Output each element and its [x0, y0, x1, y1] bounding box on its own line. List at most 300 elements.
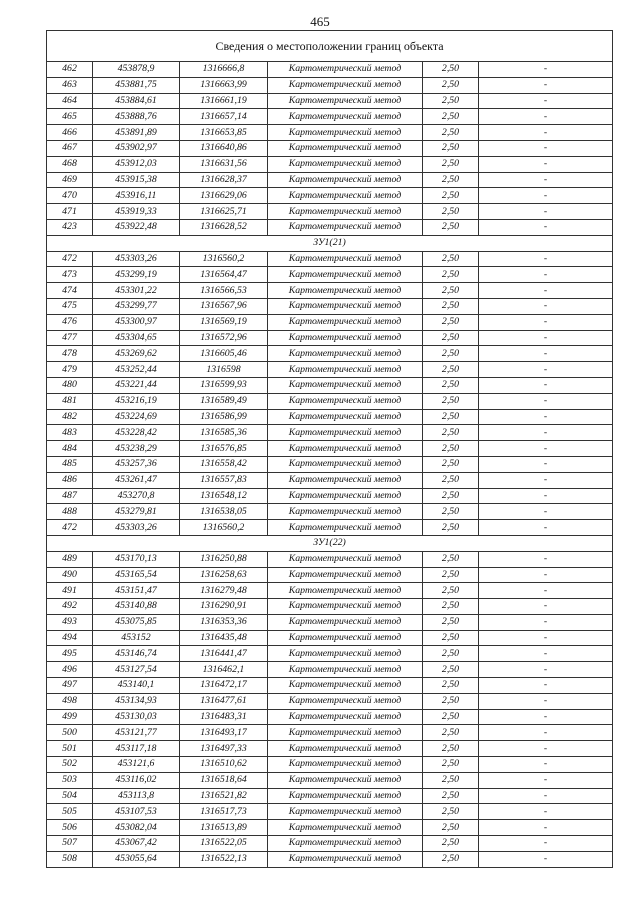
precision-cell: 2,50: [423, 125, 479, 141]
x-coordinate-cell: 453228,42: [93, 425, 180, 441]
point-number-cell: 465: [47, 109, 93, 125]
description-cell: -: [479, 757, 613, 773]
x-coordinate-cell: 453146,74: [93, 646, 180, 662]
precision-cell: 2,50: [423, 93, 479, 109]
method-cell: Картометрический метод: [268, 109, 423, 125]
method-cell: Картометрический метод: [268, 362, 423, 378]
precision-cell: 2,50: [423, 77, 479, 93]
y-coordinate-cell: 1316625,71: [180, 204, 268, 220]
method-cell: Картометрический метод: [268, 140, 423, 156]
method-cell: Картометрический метод: [268, 630, 423, 646]
y-coordinate-cell: 1316653,85: [180, 125, 268, 141]
table-row: [47, 393, 613, 409]
x-coordinate-cell: 453221,44: [93, 377, 180, 393]
description-cell: -: [479, 551, 613, 567]
description-cell: -: [479, 741, 613, 757]
point-number-cell: 476: [47, 314, 93, 330]
x-coordinate-cell: 453888,76: [93, 109, 180, 125]
x-coordinate-cell: 453165,54: [93, 567, 180, 583]
x-coordinate-cell: 453140,1: [93, 678, 180, 694]
y-coordinate-cell: 1316472,17: [180, 678, 268, 694]
y-coordinate-cell: 1316290,91: [180, 599, 268, 615]
y-coordinate-cell: 1316598: [180, 362, 268, 378]
x-coordinate-cell: 453916,11: [93, 188, 180, 204]
precision-cell: 2,50: [423, 188, 479, 204]
method-cell: Картометрический метод: [268, 172, 423, 188]
precision-cell: 2,50: [423, 283, 479, 299]
point-number-cell: 483: [47, 425, 93, 441]
y-coordinate-cell: 1316250,88: [180, 551, 268, 567]
y-coordinate-cell: 1316493,17: [180, 725, 268, 741]
method-cell: Картометрический метод: [268, 804, 423, 820]
method-cell: Картометрический метод: [268, 409, 423, 425]
x-coordinate-cell: 453140,88: [93, 599, 180, 615]
table-row: [47, 77, 613, 93]
precision-cell: 2,50: [423, 330, 479, 346]
precision-cell: 2,50: [423, 456, 479, 472]
precision-cell: 2,50: [423, 298, 479, 314]
table-row: [47, 709, 613, 725]
table-row: [47, 520, 613, 536]
point-number-cell: 485: [47, 456, 93, 472]
description-cell: -: [479, 204, 613, 220]
table-row: [47, 156, 613, 172]
method-cell: Картометрический метод: [268, 472, 423, 488]
table-row: [47, 362, 613, 378]
method-cell: Картометрический метод: [268, 441, 423, 457]
point-number-cell: 499: [47, 709, 93, 725]
x-coordinate-cell: 453224,69: [93, 409, 180, 425]
y-coordinate-cell: 1316589,49: [180, 393, 268, 409]
section-row: [47, 535, 613, 551]
table-row: [47, 456, 613, 472]
y-coordinate-cell: 1316441,47: [180, 646, 268, 662]
point-number-cell: 479: [47, 362, 93, 378]
table-row: [47, 267, 613, 283]
description-cell: -: [479, 77, 613, 93]
precision-cell: 2,50: [423, 472, 479, 488]
x-coordinate-cell: 453107,53: [93, 804, 180, 820]
method-cell: Картометрический метод: [268, 330, 423, 346]
precision-cell: 2,50: [423, 725, 479, 741]
y-coordinate-cell: 1316560,2: [180, 251, 268, 267]
y-coordinate-cell: 1316435,48: [180, 630, 268, 646]
point-number-cell: 503: [47, 772, 93, 788]
precision-cell: 2,50: [423, 393, 479, 409]
point-number-cell: 481: [47, 393, 93, 409]
description-cell: -: [479, 125, 613, 141]
point-number-cell: 480: [47, 377, 93, 393]
table-row: [47, 504, 613, 520]
precision-cell: 2,50: [423, 409, 479, 425]
description-cell: -: [479, 346, 613, 362]
table-row: [47, 788, 613, 804]
table-row: [47, 409, 613, 425]
description-cell: -: [479, 393, 613, 409]
point-number-cell: 492: [47, 599, 93, 615]
precision-cell: 2,50: [423, 599, 479, 615]
method-cell: Картометрический метод: [268, 820, 423, 836]
x-coordinate-cell: 453915,38: [93, 172, 180, 188]
precision-cell: 2,50: [423, 614, 479, 630]
precision-cell: 2,50: [423, 441, 479, 457]
description-cell: -: [479, 836, 613, 852]
x-coordinate-cell: 453152: [93, 630, 180, 646]
table-row: [47, 425, 613, 441]
x-coordinate-cell: 453269,62: [93, 346, 180, 362]
x-coordinate-cell: 453912,03: [93, 156, 180, 172]
precision-cell: 2,50: [423, 836, 479, 852]
method-cell: Картометрический метод: [268, 646, 423, 662]
precision-cell: 2,50: [423, 425, 479, 441]
point-number-cell: 486: [47, 472, 93, 488]
point-number-cell: 498: [47, 693, 93, 709]
description-cell: -: [479, 725, 613, 741]
description-cell: -: [479, 804, 613, 820]
method-cell: Картометрический метод: [268, 583, 423, 599]
point-number-cell: 500: [47, 725, 93, 741]
method-cell: Картометрический метод: [268, 788, 423, 804]
point-number-cell: 504: [47, 788, 93, 804]
y-coordinate-cell: 1316605,46: [180, 346, 268, 362]
x-coordinate-cell: 453919,33: [93, 204, 180, 220]
precision-cell: 2,50: [423, 804, 479, 820]
y-coordinate-cell: 1316521,82: [180, 788, 268, 804]
method-cell: Картометрический метод: [268, 662, 423, 678]
description-cell: -: [479, 709, 613, 725]
table-row: [47, 109, 613, 125]
table-row: [47, 630, 613, 646]
description-cell: -: [479, 456, 613, 472]
table-row: [47, 377, 613, 393]
method-cell: Картометрический метод: [268, 377, 423, 393]
x-coordinate-cell: 453082,04: [93, 820, 180, 836]
point-number-cell: 502: [47, 757, 93, 773]
point-number-cell: 478: [47, 346, 93, 362]
table-row: [47, 678, 613, 694]
description-cell: -: [479, 583, 613, 599]
description-cell: -: [479, 630, 613, 646]
precision-cell: 2,50: [423, 314, 479, 330]
precision-cell: 2,50: [423, 851, 479, 867]
y-coordinate-cell: 1316560,2: [180, 520, 268, 536]
y-coordinate-cell: 1316548,12: [180, 488, 268, 504]
point-number-cell: 496: [47, 662, 93, 678]
x-coordinate-cell: 453891,89: [93, 125, 180, 141]
table-row: [47, 693, 613, 709]
method-cell: Картометрический метод: [268, 251, 423, 267]
y-coordinate-cell: 1316567,96: [180, 298, 268, 314]
description-cell: -: [479, 219, 613, 235]
table-row: [47, 251, 613, 267]
table-row: [47, 725, 613, 741]
table-row: [47, 204, 613, 220]
point-number-cell: 493: [47, 614, 93, 630]
method-cell: Картометрический метод: [268, 62, 423, 78]
point-number-cell: 471: [47, 204, 93, 220]
section-header: ЗУ1(22): [47, 535, 613, 551]
method-cell: Картометрический метод: [268, 757, 423, 773]
table-row: [47, 757, 613, 773]
method-cell: Картометрический метод: [268, 314, 423, 330]
precision-cell: 2,50: [423, 156, 479, 172]
method-cell: Картометрический метод: [268, 393, 423, 409]
description-cell: -: [479, 283, 613, 299]
point-number-cell: 477: [47, 330, 93, 346]
method-cell: Картометрический метод: [268, 488, 423, 504]
description-cell: -: [479, 504, 613, 520]
precision-cell: 2,50: [423, 788, 479, 804]
description-cell: -: [479, 93, 613, 109]
description-cell: -: [479, 567, 613, 583]
method-cell: Картометрический метод: [268, 599, 423, 615]
x-coordinate-cell: 453121,6: [93, 757, 180, 773]
x-coordinate-cell: 453902,97: [93, 140, 180, 156]
precision-cell: 2,50: [423, 140, 479, 156]
table-row: [47, 567, 613, 583]
method-cell: Картометрический метод: [268, 709, 423, 725]
method-cell: Картометрический метод: [268, 425, 423, 441]
y-coordinate-cell: 1316628,52: [180, 219, 268, 235]
x-coordinate-cell: 453261,47: [93, 472, 180, 488]
x-coordinate-cell: 453884,61: [93, 93, 180, 109]
point-number-cell: 506: [47, 820, 93, 836]
y-coordinate-cell: 1316576,85: [180, 441, 268, 457]
y-coordinate-cell: 1316279,48: [180, 583, 268, 599]
y-coordinate-cell: 1316657,14: [180, 109, 268, 125]
y-coordinate-cell: 1316462,1: [180, 662, 268, 678]
x-coordinate-cell: 453216,19: [93, 393, 180, 409]
table-row: [47, 741, 613, 757]
y-coordinate-cell: 1316569,19: [180, 314, 268, 330]
y-coordinate-cell: 1316522,13: [180, 851, 268, 867]
x-coordinate-cell: 453252,44: [93, 362, 180, 378]
description-cell: -: [479, 678, 613, 694]
table-row: [47, 125, 613, 141]
method-cell: Картометрический метод: [268, 567, 423, 583]
precision-cell: 2,50: [423, 709, 479, 725]
point-number-cell: 501: [47, 741, 93, 757]
table-row: [47, 283, 613, 299]
point-number-cell: 423: [47, 219, 93, 235]
x-coordinate-cell: 453134,93: [93, 693, 180, 709]
y-coordinate-cell: 1316517,73: [180, 804, 268, 820]
precision-cell: 2,50: [423, 346, 479, 362]
point-number-cell: 469: [47, 172, 93, 188]
description-cell: -: [479, 298, 613, 314]
description-cell: -: [479, 377, 613, 393]
description-cell: -: [479, 314, 613, 330]
description-cell: -: [479, 662, 613, 678]
y-coordinate-cell: 1316663,99: [180, 77, 268, 93]
precision-cell: 2,50: [423, 267, 479, 283]
method-cell: Картометрический метод: [268, 283, 423, 299]
method-cell: Картометрический метод: [268, 504, 423, 520]
table-row: [47, 614, 613, 630]
description-cell: -: [479, 109, 613, 125]
point-number-cell: 482: [47, 409, 93, 425]
point-number-cell: 494: [47, 630, 93, 646]
description-cell: -: [479, 646, 613, 662]
method-cell: Картометрический метод: [268, 851, 423, 867]
table-row: [47, 314, 613, 330]
description-cell: -: [479, 599, 613, 615]
table-row: [47, 820, 613, 836]
table-row: [47, 599, 613, 615]
table-row: [47, 441, 613, 457]
point-number-cell: 497: [47, 678, 93, 694]
table-title-row: [47, 31, 613, 62]
method-cell: Картометрический метод: [268, 93, 423, 109]
point-number-cell: 491: [47, 583, 93, 599]
point-number-cell: 507: [47, 836, 93, 852]
y-coordinate-cell: 1316586,99: [180, 409, 268, 425]
method-cell: Картометрический метод: [268, 156, 423, 172]
table-row: [47, 804, 613, 820]
description-cell: -: [479, 188, 613, 204]
precision-cell: 2,50: [423, 567, 479, 583]
table-row: [47, 298, 613, 314]
description-cell: -: [479, 362, 613, 378]
precision-cell: 2,50: [423, 62, 479, 78]
table-row: [47, 583, 613, 599]
x-coordinate-cell: 453299,19: [93, 267, 180, 283]
point-number-cell: 473: [47, 267, 93, 283]
y-coordinate-cell: 1316518,64: [180, 772, 268, 788]
x-coordinate-cell: 453117,18: [93, 741, 180, 757]
method-cell: Картометрический метод: [268, 77, 423, 93]
point-number-cell: 468: [47, 156, 93, 172]
table-row: [47, 472, 613, 488]
y-coordinate-cell: 1316558,42: [180, 456, 268, 472]
x-coordinate-cell: 453075,85: [93, 614, 180, 630]
x-coordinate-cell: 453121,77: [93, 725, 180, 741]
x-coordinate-cell: 453151,47: [93, 583, 180, 599]
table-row: [47, 219, 613, 235]
y-coordinate-cell: 1316497,33: [180, 741, 268, 757]
x-coordinate-cell: 453257,36: [93, 456, 180, 472]
table-row: [47, 346, 613, 362]
x-coordinate-cell: 453067,42: [93, 836, 180, 852]
description-cell: -: [479, 330, 613, 346]
x-coordinate-cell: 453170,13: [93, 551, 180, 567]
point-number-cell: 508: [47, 851, 93, 867]
x-coordinate-cell: 453299,77: [93, 298, 180, 314]
description-cell: -: [479, 172, 613, 188]
description-cell: -: [479, 251, 613, 267]
x-coordinate-cell: 453130,03: [93, 709, 180, 725]
precision-cell: 2,50: [423, 820, 479, 836]
point-number-cell: 464: [47, 93, 93, 109]
boundary-coordinates-table: [46, 30, 613, 868]
description-cell: -: [479, 851, 613, 867]
y-coordinate-cell: 1316629,06: [180, 188, 268, 204]
y-coordinate-cell: 1316631,56: [180, 156, 268, 172]
y-coordinate-cell: 1316557,83: [180, 472, 268, 488]
precision-cell: 2,50: [423, 741, 479, 757]
y-coordinate-cell: 1316628,37: [180, 172, 268, 188]
method-cell: Картометрический метод: [268, 725, 423, 741]
precision-cell: 2,50: [423, 662, 479, 678]
x-coordinate-cell: 453881,75: [93, 77, 180, 93]
description-cell: -: [479, 788, 613, 804]
description-cell: -: [479, 140, 613, 156]
y-coordinate-cell: 1316585,36: [180, 425, 268, 441]
point-number-cell: 462: [47, 62, 93, 78]
method-cell: Картометрический метод: [268, 551, 423, 567]
precision-cell: 2,50: [423, 757, 479, 773]
x-coordinate-cell: 453279,81: [93, 504, 180, 520]
y-coordinate-cell: 1316258,63: [180, 567, 268, 583]
y-coordinate-cell: 1316572,96: [180, 330, 268, 346]
x-coordinate-cell: 453270,8: [93, 488, 180, 504]
table-row: [47, 93, 613, 109]
description-cell: -: [479, 156, 613, 172]
method-cell: Картометрический метод: [268, 204, 423, 220]
point-number-cell: 490: [47, 567, 93, 583]
method-cell: Картометрический метод: [268, 520, 423, 536]
precision-cell: 2,50: [423, 772, 479, 788]
y-coordinate-cell: 1316566,53: [180, 283, 268, 299]
precision-cell: 2,50: [423, 520, 479, 536]
description-cell: -: [479, 820, 613, 836]
table-row: [47, 646, 613, 662]
x-coordinate-cell: 453878,9: [93, 62, 180, 78]
precision-cell: 2,50: [423, 551, 479, 567]
x-coordinate-cell: 453113,8: [93, 788, 180, 804]
precision-cell: 2,50: [423, 678, 479, 694]
table-row: [47, 551, 613, 567]
y-coordinate-cell: 1316564,47: [180, 267, 268, 283]
method-cell: Картометрический метод: [268, 219, 423, 235]
point-number-cell: 472: [47, 520, 93, 536]
description-cell: -: [479, 267, 613, 283]
x-coordinate-cell: 453301,22: [93, 283, 180, 299]
point-number-cell: 495: [47, 646, 93, 662]
description-cell: -: [479, 62, 613, 78]
point-number-cell: 484: [47, 441, 93, 457]
method-cell: Картометрический метод: [268, 267, 423, 283]
y-coordinate-cell: 1316666,8: [180, 62, 268, 78]
point-number-cell: 489: [47, 551, 93, 567]
y-coordinate-cell: 1316513,89: [180, 820, 268, 836]
precision-cell: 2,50: [423, 630, 479, 646]
precision-cell: 2,50: [423, 172, 479, 188]
x-coordinate-cell: 453922,48: [93, 219, 180, 235]
table-row: [47, 662, 613, 678]
precision-cell: 2,50: [423, 488, 479, 504]
y-coordinate-cell: 1316522,05: [180, 836, 268, 852]
point-number-cell: 488: [47, 504, 93, 520]
y-coordinate-cell: 1316538,05: [180, 504, 268, 520]
table-row: [47, 488, 613, 504]
y-coordinate-cell: 1316510,62: [180, 757, 268, 773]
point-number-cell: 472: [47, 251, 93, 267]
precision-cell: 2,50: [423, 109, 479, 125]
x-coordinate-cell: 453127,54: [93, 662, 180, 678]
point-number-cell: 474: [47, 283, 93, 299]
precision-cell: 2,50: [423, 204, 479, 220]
precision-cell: 2,50: [423, 377, 479, 393]
section-header: ЗУ1(21): [47, 235, 613, 251]
method-cell: Картометрический метод: [268, 772, 423, 788]
method-cell: Картометрический метод: [268, 614, 423, 630]
point-number-cell: 505: [47, 804, 93, 820]
method-cell: Картометрический метод: [268, 741, 423, 757]
table-row: [47, 172, 613, 188]
description-cell: -: [479, 693, 613, 709]
precision-cell: 2,50: [423, 504, 479, 520]
